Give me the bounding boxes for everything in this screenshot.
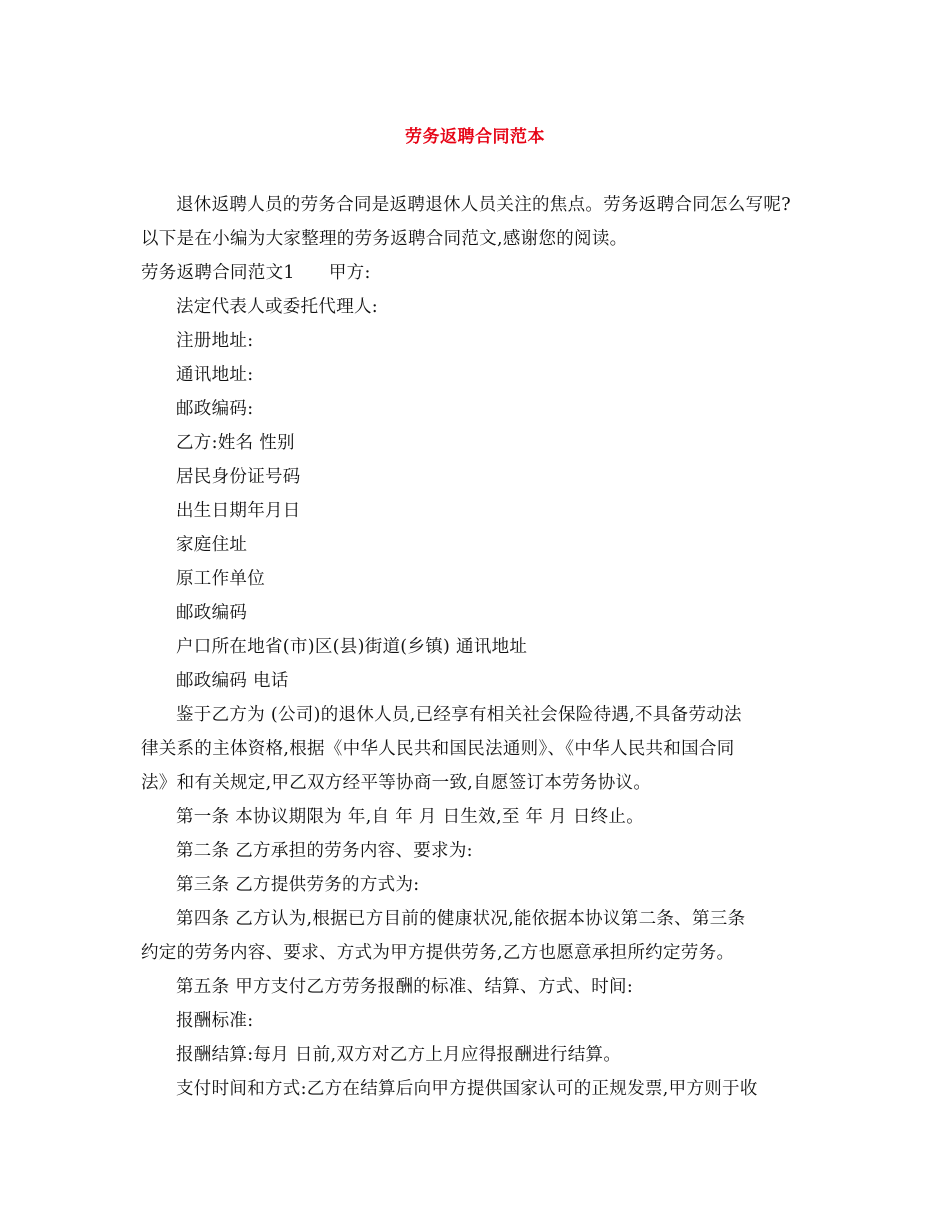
pay-time-method: 支付时间和方式:乙方在结算后向甲方提供国家认可的正规发票,甲方则于收 (176, 1079, 758, 1099)
preamble-line-3: 法》和有关规定,甲乙双方经平等协商一致,自愿签订本劳务协议。 (141, 773, 652, 793)
article-3: 第三条 乙方提供劳务的方式为: (176, 875, 420, 895)
article-4-line-2: 约定的劳务内容、要求、方式为甲方提供劳务,乙方也愿意承担所约定劳务。 (141, 943, 735, 963)
party-a-label: 甲方: (328, 263, 371, 283)
field-postal-code-b: 邮政编码 (176, 603, 248, 623)
preamble-line-1: 鉴于乙方为 (公司)的退休人员,已经享有相关社会保险待遇,不具备劳动法 (176, 705, 742, 725)
article-5: 第五条 甲方支付乙方劳务报酬的标准、结算、方式、时间: (176, 977, 634, 997)
field-representative: 法定代表人或委托代理人: (176, 297, 378, 317)
sample-heading: 劳务返聘合同范文1 (141, 263, 295, 283)
field-id-number: 居民身份证号码 (176, 467, 301, 487)
pay-standard: 报酬标准: (176, 1011, 254, 1031)
field-birth-date: 出生日期年月日 (176, 501, 301, 521)
field-postal-code-phone: 邮政编码 电话 (176, 671, 289, 691)
sample-heading-row (141, 261, 371, 285)
article-1: 第一条 本协议期限为 年,自 年 月 日生效,至 年 月 日终止。 (176, 807, 645, 827)
field-party-b-name-gender: 乙方:姓名 性别 (176, 433, 295, 453)
intro-paragraph-line-2: 以下是在小编为大家整理的劳务返聘合同范文,感谢您的阅读。 (141, 229, 628, 249)
document-title: 劳务返聘合同范本 (405, 127, 545, 147)
field-household-registration: 户口所在地省(市)区(县)街道(乡镇) 通讯地址 (176, 637, 528, 657)
article-2: 第二条 乙方承担的劳务内容、要求为: (176, 841, 473, 861)
preamble-line-2: 律关系的主体资格,根据《中华人民共和国民法通则》、《中华人民共和国合同 (141, 739, 735, 759)
field-former-employer: 原工作单位 (176, 569, 265, 589)
field-registered-address: 注册地址: (176, 331, 254, 351)
article-4-line-1: 第四条 乙方认为,根据已方目前的健康状况,能依据本协议第二条、第三条 (176, 909, 746, 929)
field-mailing-address: 通讯地址: (176, 365, 254, 385)
field-postal-code: 邮政编码: (176, 399, 254, 419)
field-home-address: 家庭住址 (176, 535, 248, 555)
pay-settlement: 报酬结算:每月 日前,双方对乙方上月应得报酬进行结算。 (176, 1045, 622, 1065)
intro-paragraph-line-1: 退休返聘人员的劳务合同是返聘退休人员关注的焦点。劳务返聘合同怎么写呢? (176, 195, 791, 215)
